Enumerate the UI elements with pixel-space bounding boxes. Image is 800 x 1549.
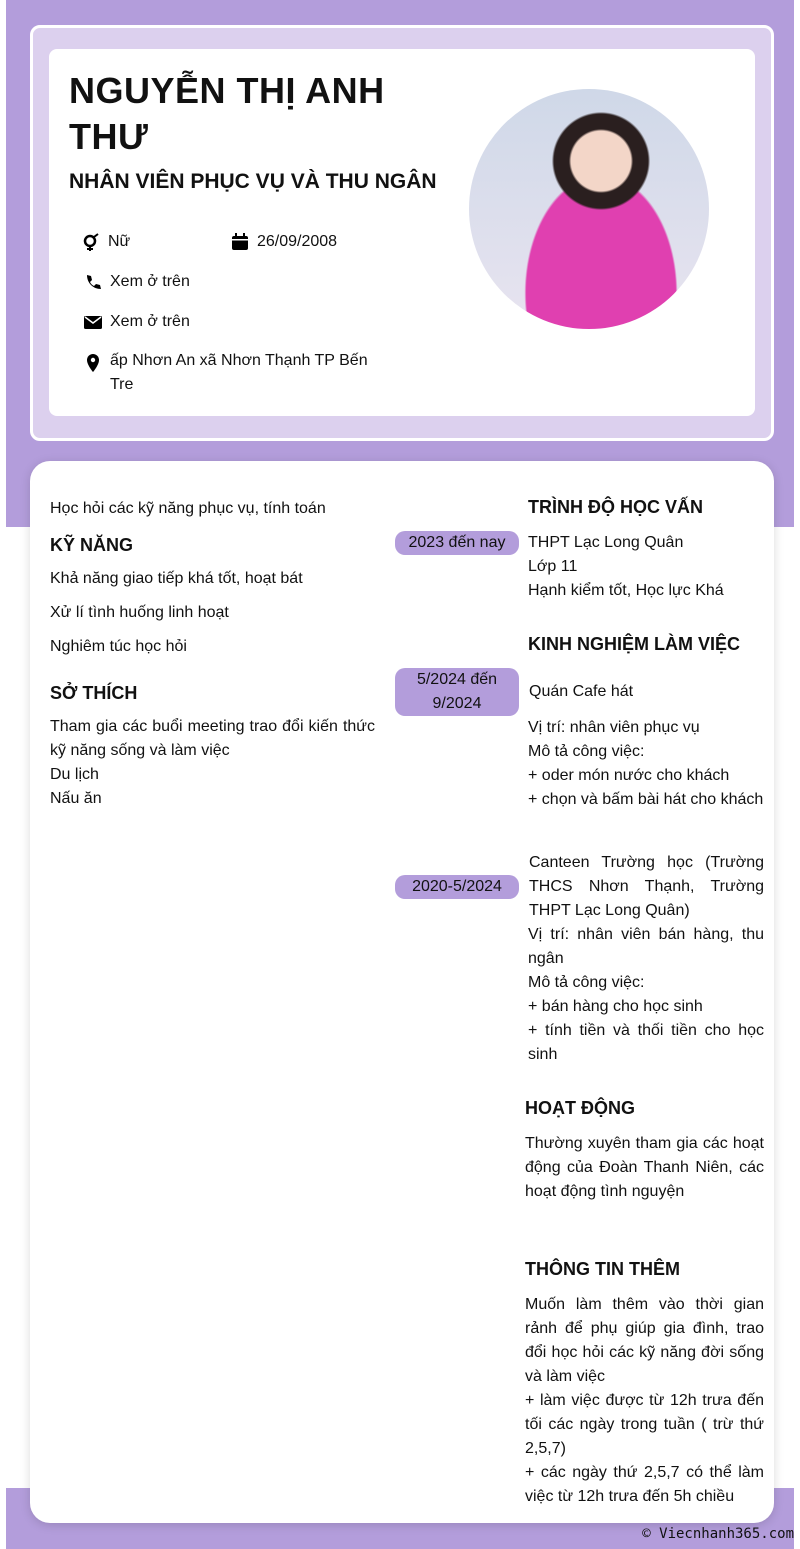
experience-line: + tính tiền và thối tiền cho học sinh: [528, 1022, 764, 1063]
skills-heading: KỸ NĂNG: [50, 535, 134, 555]
email-icon: [84, 313, 102, 331]
experience-details: [528, 716, 764, 812]
experience-line: Vị trí: nhân viên bán hàng, thu ngân: [528, 926, 764, 967]
birthday-info: [231, 230, 337, 254]
address-value: ấp Nhơn An xã Nhơn Thạnh TP Bến Tre: [110, 352, 368, 393]
education-heading: TRÌNH ĐỘ HỌC VẤN: [528, 497, 703, 517]
candidate-name: NGUYỄN THỊ ANH THƯ: [69, 70, 385, 157]
hobby-item: Tham gia các buổi meeting trao đổi kiến thức kỹ năng sống và làm việc: [50, 718, 375, 759]
experience-line: Mô tả công việc:: [528, 743, 645, 760]
extra-line: + các ngày thứ 2,5,7 có thể làm việc từ 12h trưa đến 5h chiều: [525, 1464, 764, 1505]
birthday-value: 26/09/2008: [257, 233, 338, 250]
calendar-icon: [231, 233, 249, 251]
hobbies-heading: SỞ THÍCH: [50, 683, 138, 703]
gender-icon: [82, 233, 100, 251]
phone-icon: [84, 273, 102, 291]
address-info: [84, 349, 384, 397]
phone-value: Xem ở trên: [110, 273, 190, 290]
experience-company: Canteen Trường học (Trường THCS Nhơn Thạnh, Trường THPT Lạc Long Quân): [529, 854, 764, 919]
extra-line: + làm việc được từ 12h trưa đến tối các ngày trong tuần ( trừ thứ 2,5,7): [525, 1392, 764, 1457]
education-result: Hạnh kiểm tốt, Học lực Khá: [528, 582, 724, 599]
extra-info-heading: THÔNG TIN THÊM: [525, 1259, 680, 1279]
education-school: THPT Lạc Long Quân: [528, 534, 684, 551]
experience-line: + oder món nước cho khách: [528, 767, 730, 784]
skill-item: Nghiêm túc học hỏi: [50, 638, 187, 655]
experience-date: 5/2024 đến 9/2024: [395, 668, 519, 716]
skill-item: Xử lí tình huống linh hoạt: [50, 604, 229, 621]
extra-info-text: [525, 1293, 764, 1509]
copyright: © Viecnhanh365.com: [642, 1526, 794, 1542]
email-info: [84, 310, 190, 334]
phone-info: [84, 270, 190, 294]
skill-item: Khả năng giao tiếp khá tốt, hoạt bát: [50, 570, 303, 587]
experience-heading: KINH NGHIỆM LÀM VIỆC: [528, 634, 741, 654]
experience-line: Mô tả công việc:: [528, 974, 645, 991]
experience-line: + chọn và bấm bài hát cho khách: [528, 791, 764, 808]
activities-text: Thường xuyên tham gia các hoạt động của Đoàn Thanh Niên, các hoạt động tình nguyện: [525, 1135, 764, 1200]
education-date: 2023 đến nay: [395, 531, 519, 555]
job-title: NHÂN VIÊN PHỤC VỤ VÀ THU NGÂN: [69, 170, 437, 193]
experience-company: Quán Cafe hát: [529, 683, 634, 700]
activities-heading: HOẠT ĐỘNG: [525, 1098, 635, 1118]
experience-line: + bán hàng cho học sinh: [528, 998, 703, 1015]
profile-photo: [469, 89, 709, 329]
experience-details: [528, 923, 764, 1067]
experience-line: Vị trí: nhân viên phục vụ: [528, 719, 700, 736]
extra-line: Muốn làm thêm vào thời gian rảnh để phụ giúp gia đình, trao đổi học hỏi các kỹ năng đời sống và làm việc: [525, 1296, 764, 1385]
hobby-item: Nấu ăn: [50, 790, 102, 807]
experience-date: 2020-5/2024: [395, 875, 519, 899]
gender-info: [82, 230, 130, 254]
email-value: Xem ở trên: [110, 313, 190, 330]
hobby-item: Du lịch: [50, 766, 99, 783]
career-objective: Học hỏi các kỹ năng phục vụ, tính toán: [50, 500, 326, 517]
location-pin-icon: [84, 354, 102, 372]
education-grade: Lớp 11: [528, 558, 578, 575]
gender-value: Nữ: [108, 233, 131, 250]
